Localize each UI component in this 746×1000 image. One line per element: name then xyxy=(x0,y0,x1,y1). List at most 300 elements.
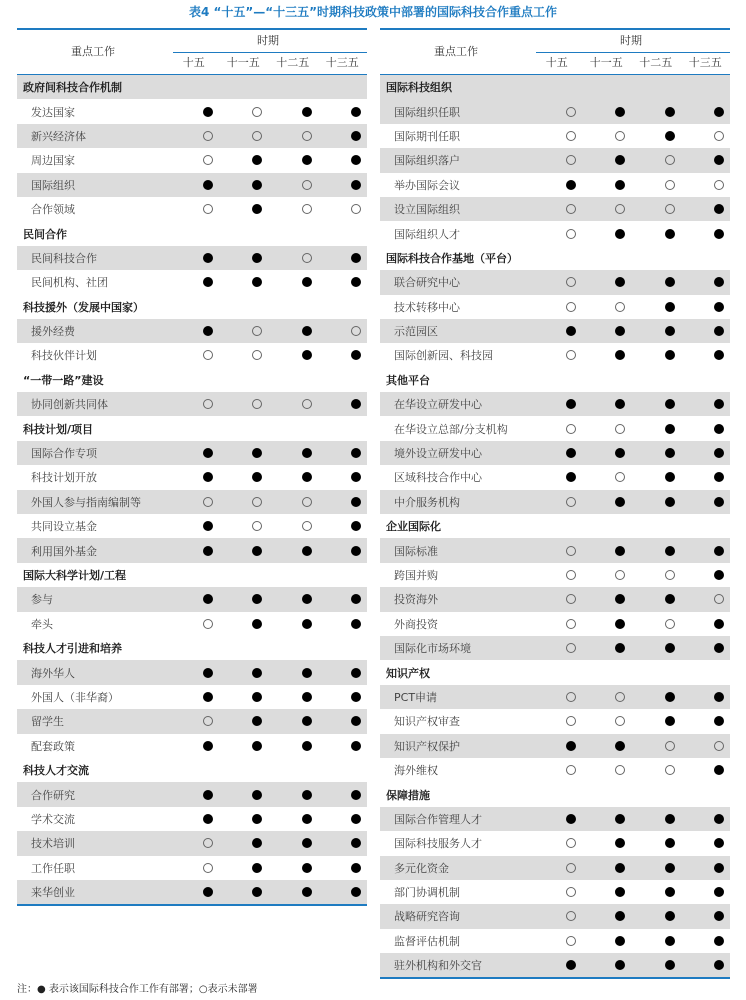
filled-circle-icon xyxy=(665,131,675,141)
filled-circle-icon xyxy=(252,594,262,604)
empty-circle-icon xyxy=(615,472,625,482)
empty-circle-icon xyxy=(252,107,262,117)
mark-cell xyxy=(282,100,332,124)
mark-cell xyxy=(183,490,233,514)
mark-cell xyxy=(332,539,382,563)
mark-cell xyxy=(546,831,596,855)
row-marks xyxy=(183,246,381,270)
mark-cell xyxy=(332,124,382,148)
mark-cell xyxy=(282,148,332,172)
filled-circle-icon xyxy=(302,741,312,751)
filled-circle-icon xyxy=(351,155,361,165)
row-label: 民间科技合作 xyxy=(31,251,97,265)
filled-circle-icon xyxy=(351,131,361,141)
filled-circle-icon xyxy=(714,814,724,824)
mark-cell xyxy=(546,441,596,465)
row-label: PCT申请 xyxy=(394,690,438,704)
mark-cell xyxy=(596,563,646,587)
mark-cell xyxy=(645,417,695,441)
filled-circle-icon xyxy=(714,302,724,312)
row-marks xyxy=(183,514,381,538)
mark-cell xyxy=(282,685,332,709)
mark-cell xyxy=(546,295,596,319)
empty-circle-icon xyxy=(566,765,576,775)
mark-cell xyxy=(332,661,382,685)
row-marks xyxy=(546,734,744,758)
mark-cell xyxy=(645,295,695,319)
table-row xyxy=(380,929,730,953)
mark-cell xyxy=(695,417,745,441)
filled-circle-icon xyxy=(566,326,576,336)
table-bottom-rule xyxy=(17,904,367,906)
mark-cell xyxy=(695,612,745,636)
category-row xyxy=(380,246,730,270)
filled-circle-icon xyxy=(714,765,724,775)
filled-circle-icon xyxy=(665,936,675,946)
filled-circle-icon xyxy=(714,911,724,921)
table-row xyxy=(17,392,367,416)
mark-cell xyxy=(183,783,233,807)
mark-cell xyxy=(233,831,283,855)
filled-circle-icon xyxy=(252,887,262,897)
filled-circle-icon xyxy=(351,668,361,678)
table-row xyxy=(17,246,367,270)
empty-circle-icon xyxy=(566,155,576,165)
row-label: 国际组织 xyxy=(31,178,75,192)
empty-circle-icon xyxy=(302,204,312,214)
table-row xyxy=(17,660,367,684)
period-subheaders xyxy=(532,52,730,74)
mark-cell xyxy=(695,539,745,563)
mark-cell xyxy=(233,465,283,489)
mark-cell xyxy=(596,807,646,831)
table-row xyxy=(380,612,730,636)
filled-circle-icon xyxy=(615,155,625,165)
filled-circle-icon xyxy=(302,619,312,629)
empty-circle-icon xyxy=(203,131,213,141)
mark-cell xyxy=(645,929,695,953)
mark-cell xyxy=(546,343,596,367)
table-row xyxy=(17,148,367,172)
row-marks xyxy=(183,148,381,172)
filled-circle-icon xyxy=(615,594,625,604)
mark-cell xyxy=(233,783,283,807)
filled-circle-icon xyxy=(665,472,675,482)
table-row xyxy=(17,734,367,758)
period-header: 十五 xyxy=(182,56,205,69)
table-title: 表4 “十五”—“十三五”时期科技政策中部署的国际科技合作重点工作 xyxy=(188,5,558,19)
row-marks xyxy=(183,270,381,294)
mark-cell xyxy=(546,539,596,563)
mark-cell xyxy=(695,856,745,880)
mark-cell xyxy=(546,758,596,782)
mark-cell xyxy=(183,807,233,831)
row-label: 共同设立基金 xyxy=(31,520,97,534)
mark-cell xyxy=(596,490,646,514)
filled-circle-icon xyxy=(714,887,724,897)
filled-circle-icon xyxy=(714,424,724,434)
table-row xyxy=(17,514,367,538)
mark-cell xyxy=(645,539,695,563)
mark-cell xyxy=(596,880,646,904)
category-row xyxy=(380,660,730,684)
empty-circle-icon xyxy=(302,131,312,141)
filled-circle-icon xyxy=(203,692,213,702)
row-label: 在华设立研发中心 xyxy=(394,398,482,412)
mark-cell xyxy=(645,856,695,880)
category-label: 国际科技合作基地（平台） xyxy=(386,251,518,265)
mark-cell xyxy=(183,539,233,563)
mark-cell xyxy=(645,734,695,758)
filled-circle-icon xyxy=(566,180,576,190)
mark-cell xyxy=(233,587,283,611)
filled-circle-icon xyxy=(714,448,724,458)
row-label: 海外维权 xyxy=(394,764,438,778)
mark-cell xyxy=(282,197,332,221)
mark-cell xyxy=(596,392,646,416)
row-label: 国际标准 xyxy=(394,544,438,558)
mark-cell xyxy=(645,831,695,855)
filled-circle-icon xyxy=(615,497,625,507)
mark-cell xyxy=(282,612,332,636)
row-marks xyxy=(546,563,744,587)
mark-cell xyxy=(282,880,332,904)
mark-cell xyxy=(645,270,695,294)
row-marks xyxy=(546,539,744,563)
filled-circle-icon xyxy=(351,472,361,482)
mark-cell xyxy=(233,490,283,514)
mark-cell xyxy=(233,246,283,270)
filled-circle-icon xyxy=(665,302,675,312)
mark-cell xyxy=(233,270,283,294)
empty-circle-icon xyxy=(714,594,724,604)
empty-circle-icon xyxy=(615,692,625,702)
period-header: 十三五 xyxy=(688,56,722,69)
mark-cell xyxy=(183,734,233,758)
mark-cell xyxy=(183,831,233,855)
table-row xyxy=(380,807,730,831)
filled-circle-icon xyxy=(351,350,361,360)
mark-cell xyxy=(233,661,283,685)
table-row xyxy=(380,392,730,416)
mark-cell xyxy=(183,612,233,636)
empty-circle-icon xyxy=(566,497,576,507)
filled-circle-icon xyxy=(665,424,675,434)
filled-circle-icon xyxy=(302,546,312,556)
filled-circle-icon xyxy=(252,253,262,263)
mark-cell xyxy=(546,563,596,587)
filled-circle-icon xyxy=(665,448,675,458)
filled-circle-icon xyxy=(714,399,724,409)
row-label: 牵头 xyxy=(31,617,53,631)
table-row xyxy=(380,441,730,465)
filled-circle-icon xyxy=(665,814,675,824)
period-column-header: 时期 xyxy=(620,34,642,47)
table-row xyxy=(380,416,730,440)
mark-cell xyxy=(645,319,695,343)
empty-circle-icon xyxy=(566,546,576,556)
focus-column-header: 重点工作 xyxy=(71,45,115,58)
filled-circle-icon xyxy=(665,911,675,921)
filled-circle-icon xyxy=(714,546,724,556)
row-label: 技术培训 xyxy=(31,837,75,851)
filled-circle-icon xyxy=(665,692,675,702)
period-header: 十二五 xyxy=(276,56,310,69)
mark-cell xyxy=(695,929,745,953)
mark-cell xyxy=(645,563,695,587)
mark-cell xyxy=(332,514,382,538)
filled-circle-icon xyxy=(302,863,312,873)
mark-cell xyxy=(596,539,646,563)
mark-cell xyxy=(183,246,233,270)
row-marks xyxy=(183,490,381,514)
mark-cell xyxy=(596,953,646,977)
category-label: 民间合作 xyxy=(23,227,67,241)
mark-cell xyxy=(282,441,332,465)
category-row xyxy=(17,295,367,319)
mark-cell xyxy=(695,222,745,246)
mark-cell xyxy=(233,539,283,563)
mark-cell xyxy=(596,929,646,953)
row-label: 来华创业 xyxy=(31,886,75,900)
period-subheaders xyxy=(169,52,367,74)
mark-cell xyxy=(596,636,646,660)
mark-cell xyxy=(233,709,283,733)
filled-circle-icon xyxy=(615,838,625,848)
mark-cell xyxy=(596,709,646,733)
filled-circle-icon xyxy=(252,838,262,848)
mark-cell xyxy=(645,441,695,465)
filled-circle-icon xyxy=(203,326,213,336)
filled-circle-icon xyxy=(252,790,262,800)
mark-cell xyxy=(233,319,283,343)
table-row xyxy=(380,343,730,367)
row-label: 联合研究中心 xyxy=(394,276,460,290)
filled-circle-icon xyxy=(203,277,213,287)
table-row xyxy=(17,465,367,489)
empty-circle-icon xyxy=(615,424,625,434)
row-marks xyxy=(546,758,744,782)
category-label: 科技人才交流 xyxy=(23,764,89,778)
row-marks xyxy=(546,880,744,904)
mark-cell xyxy=(695,709,745,733)
mark-cell xyxy=(546,587,596,611)
row-label: 国际期刊任职 xyxy=(394,129,460,143)
focus-column-header: 重点工作 xyxy=(434,45,478,58)
category-row xyxy=(380,368,730,392)
table-row xyxy=(17,782,367,806)
period-column-header: 时期 xyxy=(257,34,279,47)
table-header xyxy=(380,28,730,75)
table-row xyxy=(380,124,730,148)
filled-circle-icon xyxy=(252,741,262,751)
row-label: 国际化市场环境 xyxy=(394,642,471,656)
empty-circle-icon xyxy=(566,229,576,239)
mark-cell xyxy=(282,514,332,538)
mark-cell xyxy=(546,685,596,709)
row-marks xyxy=(546,685,744,709)
mark-cell xyxy=(332,246,382,270)
row-label: 援外经费 xyxy=(31,325,75,339)
filled-circle-icon xyxy=(665,594,675,604)
empty-circle-icon xyxy=(203,716,213,726)
filled-circle-icon xyxy=(615,326,625,336)
table-row xyxy=(380,904,730,928)
filled-circle-icon xyxy=(615,814,625,824)
filled-circle-icon xyxy=(665,326,675,336)
row-marks xyxy=(546,856,744,880)
filled-circle-icon xyxy=(615,107,625,117)
filled-circle-icon xyxy=(351,814,361,824)
mark-cell xyxy=(332,441,382,465)
mark-cell xyxy=(695,295,745,319)
row-label: 举办国际会议 xyxy=(394,178,460,192)
mark-cell xyxy=(695,490,745,514)
table-row xyxy=(380,148,730,172)
table-row xyxy=(17,270,367,294)
mark-cell xyxy=(332,807,382,831)
mark-cell xyxy=(233,856,283,880)
filled-circle-icon xyxy=(665,277,675,287)
mark-cell xyxy=(645,587,695,611)
mark-cell xyxy=(596,685,646,709)
filled-circle-icon xyxy=(665,643,675,653)
filled-circle-icon xyxy=(714,960,724,970)
row-label: 工作任职 xyxy=(31,861,75,875)
filled-circle-icon xyxy=(615,229,625,239)
table-row xyxy=(17,880,367,904)
table-row xyxy=(380,465,730,489)
mark-cell xyxy=(282,392,332,416)
mark-cell xyxy=(695,173,745,197)
category-row xyxy=(17,221,367,245)
mark-cell xyxy=(332,490,382,514)
table-row xyxy=(380,563,730,587)
filled-circle-icon xyxy=(714,204,724,214)
row-marks xyxy=(546,222,744,246)
row-label: 合作领域 xyxy=(31,203,75,217)
row-marks xyxy=(183,124,381,148)
mark-cell xyxy=(645,148,695,172)
mark-cell xyxy=(282,734,332,758)
row-label: 技术转移中心 xyxy=(394,300,460,314)
filled-circle-icon xyxy=(351,594,361,604)
category-label: 国际科技组织 xyxy=(386,81,452,95)
mark-cell xyxy=(596,295,646,319)
filled-circle-icon xyxy=(615,180,625,190)
empty-circle-icon xyxy=(252,521,262,531)
empty-circle-icon xyxy=(302,253,312,263)
table-row xyxy=(17,831,367,855)
table-row xyxy=(380,953,730,977)
table-row xyxy=(380,99,730,123)
mark-cell xyxy=(183,197,233,221)
category-label: 科技计划/项目 xyxy=(23,422,94,436)
filled-circle-icon xyxy=(714,936,724,946)
table-row xyxy=(380,636,730,660)
mark-cell xyxy=(233,392,283,416)
table-row xyxy=(17,197,367,221)
table-row xyxy=(380,831,730,855)
filled-circle-icon xyxy=(351,619,361,629)
row-marks xyxy=(183,392,381,416)
filled-circle-icon xyxy=(252,472,262,482)
table-row xyxy=(380,587,730,611)
row-label: 部门协调机制 xyxy=(394,886,460,900)
mark-cell xyxy=(596,148,646,172)
mark-cell xyxy=(645,392,695,416)
table-row xyxy=(17,124,367,148)
empty-circle-icon xyxy=(566,692,576,702)
empty-circle-icon xyxy=(203,155,213,165)
filled-circle-icon xyxy=(566,399,576,409)
table-row xyxy=(17,856,367,880)
mark-cell xyxy=(695,734,745,758)
filled-circle-icon xyxy=(302,277,312,287)
filled-circle-icon xyxy=(302,814,312,824)
row-marks xyxy=(183,734,381,758)
table-row xyxy=(17,538,367,562)
filled-circle-icon xyxy=(714,863,724,873)
period-header: 十五 xyxy=(545,56,568,69)
row-marks xyxy=(183,319,381,343)
row-label: 投资海外 xyxy=(394,593,438,607)
empty-circle-icon xyxy=(252,497,262,507)
table-footnote: 注：● 表示该国际科技合作工作有部署；○表示未部署 xyxy=(17,984,258,995)
filled-circle-icon xyxy=(351,180,361,190)
filled-circle-icon xyxy=(302,692,312,702)
row-label: 知识产权审查 xyxy=(394,715,460,729)
mark-cell xyxy=(695,441,745,465)
table-row xyxy=(380,197,730,221)
filled-circle-icon xyxy=(714,692,724,702)
filled-circle-icon xyxy=(615,643,625,653)
table-row xyxy=(380,880,730,904)
mark-cell xyxy=(546,222,596,246)
mark-cell xyxy=(282,465,332,489)
filled-circle-icon xyxy=(615,741,625,751)
filled-circle-icon xyxy=(302,790,312,800)
table-row xyxy=(380,319,730,343)
filled-circle-icon xyxy=(566,472,576,482)
category-label: 其他平台 xyxy=(386,373,430,387)
category-row xyxy=(380,75,730,99)
mark-cell xyxy=(645,807,695,831)
row-label: 知识产权保护 xyxy=(394,739,460,753)
mark-cell xyxy=(596,319,646,343)
filled-circle-icon xyxy=(665,716,675,726)
row-marks xyxy=(546,490,744,514)
table-row xyxy=(17,319,367,343)
filled-circle-icon xyxy=(714,716,724,726)
empty-circle-icon xyxy=(665,155,675,165)
row-marks xyxy=(546,904,744,928)
row-marks xyxy=(183,100,381,124)
filled-circle-icon xyxy=(615,936,625,946)
empty-circle-icon xyxy=(566,936,576,946)
mark-cell xyxy=(695,563,745,587)
empty-circle-icon xyxy=(302,521,312,531)
empty-circle-icon xyxy=(566,887,576,897)
mark-cell xyxy=(695,880,745,904)
filled-circle-icon xyxy=(203,594,213,604)
mark-cell xyxy=(332,100,382,124)
mark-cell xyxy=(645,100,695,124)
category-row xyxy=(17,758,367,782)
mark-cell xyxy=(332,856,382,880)
row-label: 多元化资金 xyxy=(394,861,449,875)
row-label: 跨国并购 xyxy=(394,569,438,582)
